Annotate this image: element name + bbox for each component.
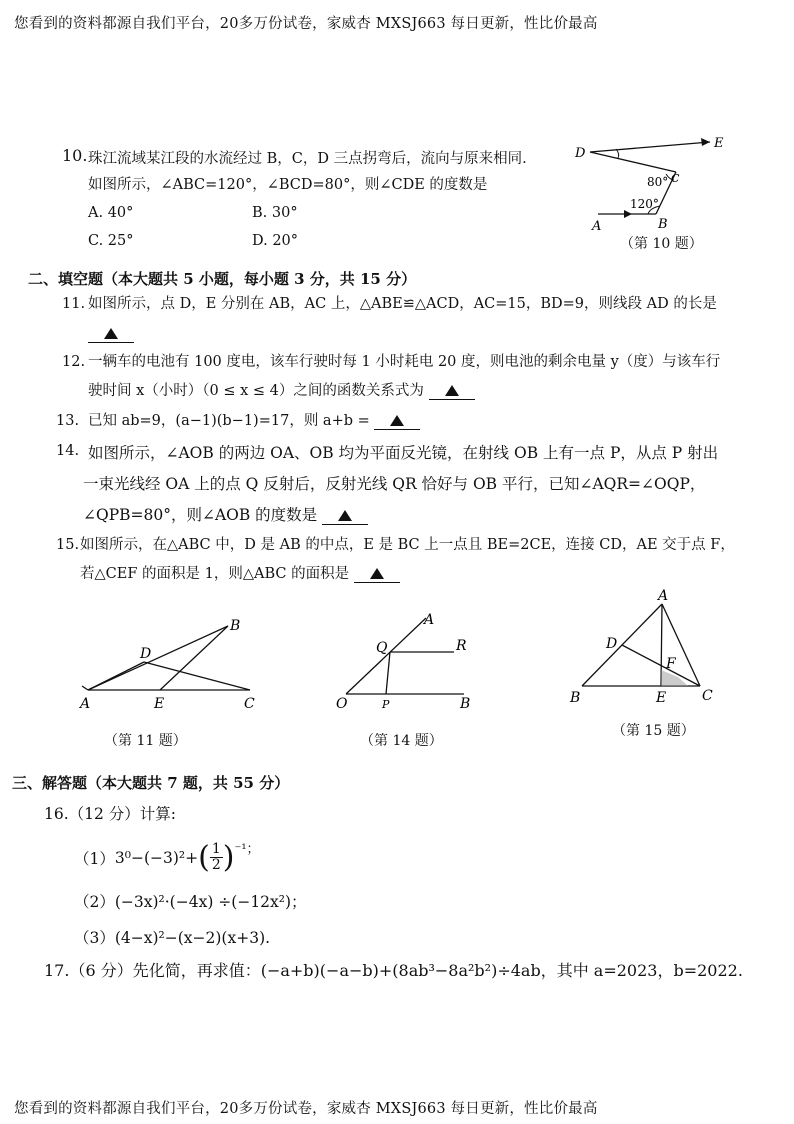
- answer-triangle-icon: [338, 510, 352, 521]
- q15-line1: 如图所示，在△ABC 中，D 是 AB 的中点，E 是 BC 上一点且 BE=2CE，连接 CD，AE 交于点 F，: [80, 537, 735, 553]
- fig15-figure: [560, 586, 730, 716]
- watermark-banner-bottom: 您看到的资料都源自我们平台，20多万份试卷，家威杏 MXSJ663 每日更新，性比价最高: [14, 1101, 598, 1117]
- fig11-label-b: B: [230, 618, 241, 634]
- q13-line-wrap: [88, 414, 420, 430]
- q10-line1: 珠江流域某江段的水流经过 B，C，D 三点拐弯后，流向与原来相同.: [88, 151, 527, 167]
- q15-number: 15.: [56, 537, 80, 553]
- q16-part3: （3）(4−x)²−(x−2)(x+3).: [74, 929, 271, 947]
- q12-line1: 一辆车的电池有 100 度电，该车行驶时每 1 小时耗电 20 度，则电池的剩余电量 y（度）与该车行: [88, 354, 721, 370]
- fig15-label-f: F: [666, 656, 676, 672]
- q10-label-e: E: [714, 136, 724, 151]
- section-3-heading: 三、解答题（本大题共 7 题，共 55 分）: [12, 774, 290, 792]
- fig11-caption: （第 11 题）: [104, 733, 187, 749]
- watermark-banner-top: 您看到的资料都源自我们平台，20多万份试卷，家威杏 MXSJ663 每日更新，性比价最高: [14, 16, 598, 32]
- q15-line2-wrap: [80, 567, 400, 583]
- q10-angle-80: 80°: [647, 175, 669, 189]
- fig14-label-b: B: [460, 696, 471, 712]
- fig15-label-c: C: [702, 688, 713, 704]
- q14-number: 14.: [56, 443, 80, 459]
- q16-part1-label: （1）: [74, 849, 115, 868]
- q10-caption: （第 10 题）: [620, 236, 703, 252]
- fig14-label-o: O: [336, 696, 348, 712]
- q16-part1-expr-b: ⁻¹；: [234, 842, 260, 858]
- q16-part2: （2）(−3x)²·(−4x) ÷(−12x²)；: [74, 893, 307, 911]
- fig11-label-a: A: [80, 696, 91, 712]
- q10-option-b: B. 30°: [252, 205, 298, 221]
- q10-figure: [570, 130, 740, 250]
- q11-line1: 如图所示，点 D，E 分别在 AB，AC 上，△ABE≌△ACD，AC=15，BD=9，则线段 AD 的长是: [88, 296, 717, 312]
- q10-angle-120: 120°: [630, 197, 659, 211]
- q10-line2: 如图所示，∠ABC=120°，∠BCD=80°，则∠CDE 的度数是: [88, 177, 488, 193]
- q16-heading: 16.（12 分）计算:: [44, 805, 177, 823]
- q14-line1: 如图所示，∠AOB 的两边 OA、OB 均为平面反光镜，在射线 OB 上有一点 P，从点 P 射出: [88, 444, 719, 462]
- q10-option-a: A. 40°: [88, 205, 134, 221]
- fig11-label-d: D: [140, 646, 152, 662]
- answer-triangle-icon: [390, 415, 404, 426]
- fig14-label-p: P: [382, 698, 390, 711]
- fig15-caption: （第 15 题）: [612, 723, 695, 739]
- q10-label-c: C: [671, 172, 680, 185]
- fig15-label-a: A: [658, 588, 669, 604]
- q10-option-c: C. 25°: [88, 233, 134, 249]
- fig11-label-c: C: [244, 696, 255, 712]
- fig15-label-e: E: [656, 690, 667, 706]
- q10-label-b: B: [658, 217, 668, 232]
- fig15-label-d: D: [606, 636, 618, 652]
- q10-label-d: D: [575, 146, 586, 161]
- fig11-figure: [72, 610, 272, 720]
- q15-line2: 若△CEF 的面积是 1，则△ABC 的面积是: [80, 566, 350, 582]
- q12-line2-wrap: [88, 384, 475, 400]
- q10-label-a: A: [592, 219, 602, 234]
- q14-line3-wrap: [83, 503, 368, 525]
- q16-part1: （1） 3⁰−(−3)²+ ( $\frac{1}{2}$ ) ⁻¹；: [74, 839, 260, 875]
- fig15-label-b: B: [570, 690, 581, 706]
- q16-fraction-denominator: 2: [211, 857, 221, 874]
- q16-fraction-numerator: 1: [211, 841, 221, 857]
- fig14-label-a: A: [424, 612, 435, 628]
- q16-part1-fraction: [210, 842, 223, 874]
- q17-text: 17.（6 分）先化简，再求值：(−a+b)(−a−b)+(8ab³−8a²b²)÷4ab，其中 a=2023，b=2022.: [44, 961, 743, 980]
- answer-triangle-icon: [104, 328, 118, 339]
- q11-answer-blank: [88, 327, 134, 343]
- fig11-label-e: E: [154, 696, 165, 712]
- fig14-caption: （第 14 题）: [360, 733, 443, 749]
- section-2-heading: 二、填空题（本大题共 5 小题，每小题 3 分，共 15 分）: [28, 270, 417, 288]
- fig14-figure: [330, 606, 490, 716]
- fig14-label-q: Q: [376, 640, 388, 656]
- q12-number: 12.: [62, 354, 86, 370]
- q13-line1: 已知 ab=9，(a−1)(b−1)=17，则 a+b =: [88, 413, 370, 429]
- answer-triangle-icon: [445, 385, 459, 396]
- q12-line2: 驶时间 x（小时）（0 ≤ x ≤ 4）之间的函数关系式为: [88, 383, 424, 399]
- fig14-label-r: R: [456, 638, 467, 654]
- q16-part1-expr-a: 3⁰−(−3)²+: [114, 848, 199, 867]
- q14-line3: ∠QPB=80°，则∠AOB 的度数是: [83, 506, 318, 524]
- q10-number: 10.: [62, 146, 88, 165]
- answer-triangle-icon: [370, 568, 384, 579]
- q14-line2: 一束光线经 OA 上的点 Q 反射后，反射光线 QR 恰好与 OB 平行，已知∠AQR=∠OQP，: [83, 475, 706, 493]
- q10-option-d: D. 20°: [252, 233, 299, 249]
- q13-number: 13.: [56, 413, 80, 429]
- q11-number: 11.: [62, 296, 86, 312]
